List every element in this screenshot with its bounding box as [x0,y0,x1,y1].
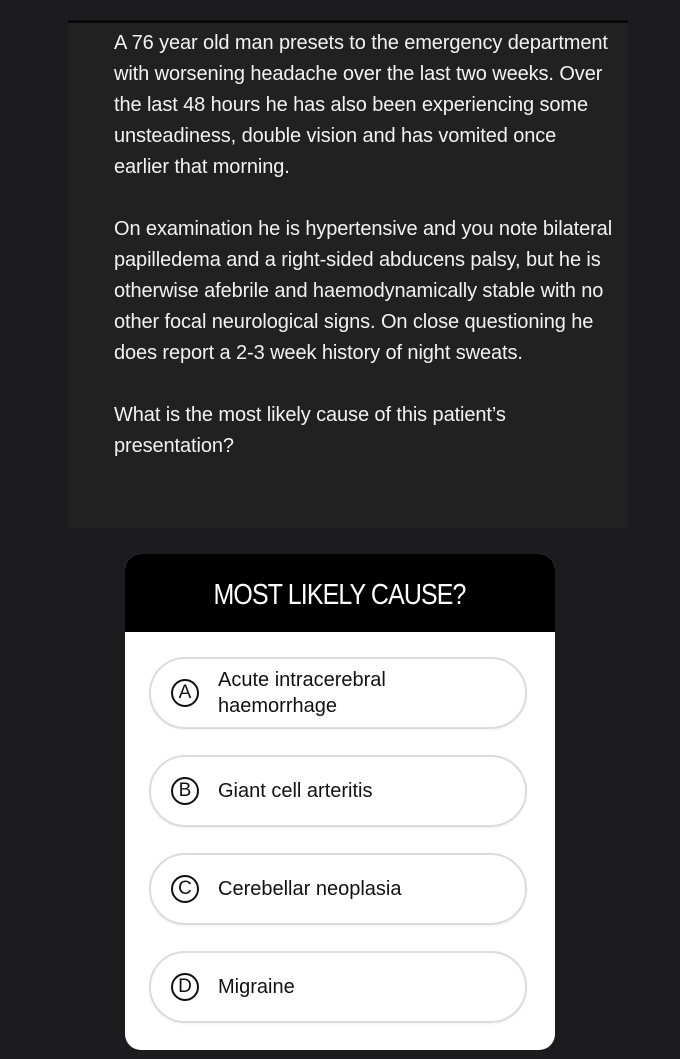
question-paragraph-3: What is the most likely cause of this patient’s presentation? [114,404,506,457]
option-letter-badge: C [171,875,199,903]
option-label: Acute intracerebral haemorrhage [218,669,386,717]
poll-title: MOST LIKELY CAUSE? [213,578,467,611]
poll-option-c[interactable] [149,853,527,925]
option-label: Cerebellar neoplasia [218,878,402,900]
poll-option-a[interactable] [149,657,527,729]
poll-option-d[interactable] [149,951,527,1023]
poll-header [125,554,555,632]
option-letter-badge: B [171,777,199,805]
option-label: Migraine [218,976,295,998]
option-letter-badge: D [171,973,199,1001]
poll-sticker [125,554,555,1050]
question-paragraph-2: On examination he is hypertensive and you note bilateral papilledema and a right-sided abducens palsy, but he is otherwise afebrile and haemodynamically stable with no other focal neurological signs. On close questioning he does report a 2-3 week history of night sweats. [114,218,613,364]
option-label: Giant cell arteritis [218,780,373,802]
poll-option-b[interactable] [149,755,527,827]
option-letter-badge: A [171,679,199,707]
question-paragraph-1: A 76 year old man presets to the emergency department with worsening headache over the last two weeks. Over the last 48 hours he has also been experiencing some unsteadiness, double vision and has vomited once earlier that morning. [114,32,608,178]
question-text [114,28,614,462]
